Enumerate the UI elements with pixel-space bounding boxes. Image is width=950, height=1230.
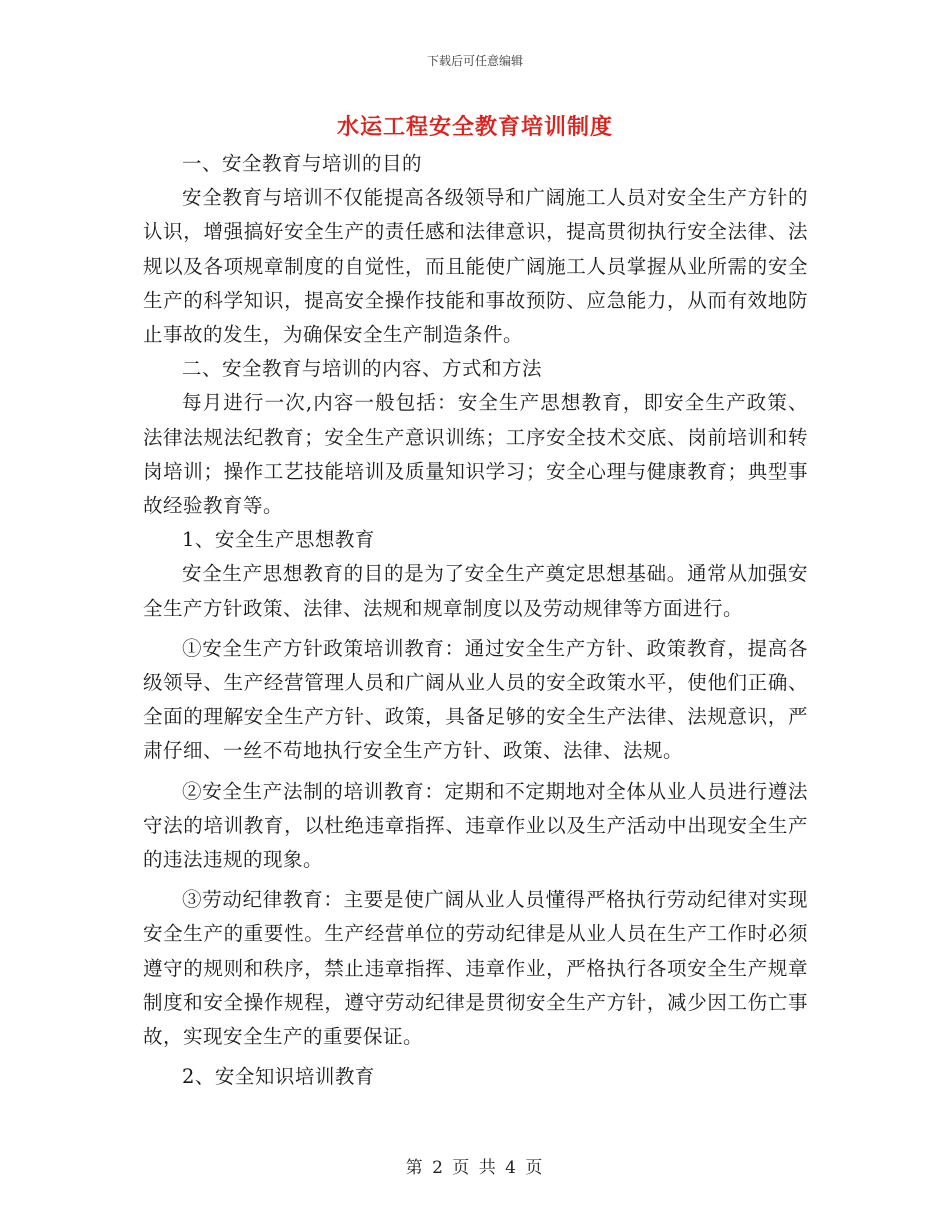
paragraph-monthly: 每月进行一次,内容一般包括：安全生产思想教育，即安全生产政策、法律法规法纪教育；安全生产意识训练；工序安全技术交底、岗前培训和转岗培训；操作工艺技能培训及质量知识学习；安全心理与健康教育；典型事故经验教育等。 bbox=[143, 391, 808, 518]
paragraph-policy-training: ①安全生产方针政策培训教育：通过安全生产方针、政策教育，提高各级领导、生产经营管理人员和广阔从业人员的安全政策水平，使他们正确、全面的理解安全生产方针、政策，具备足够的安全生产法律、法规意识，严肃仔细、一丝不苟地执行安全生产方针、政策、法律、法规。 bbox=[143, 636, 808, 763]
paragraph-purpose: 安全教育与培训不仅能提高各级领导和广阔施工人员对安全生产方针的认识，增强搞好安全生产的责任感和法律意识，提高贯彻执行安全法律、法规以及各项规章制度的自觉性，而且能使广阔施工人员掌握从业所需的安全生产的科学知识，提高安全操作技能和事故预防、应急能力，从而有效地防止事故的发生，为确保安全生产制造条件。 bbox=[143, 186, 808, 347]
document-body bbox=[143, 147, 808, 1094]
subsection-heading-ideology: 1、安全生产思想教育 bbox=[182, 528, 375, 552]
paragraph-ideology: 安全生产思想教育的目的是为了安全生产奠定思想基础。通常从加强安全生产方针政策、法律、法规和规章制度以及劳动规律等方面进行。 bbox=[143, 562, 808, 620]
section-heading-content: 二、安全教育与培训的内容、方式和方法 bbox=[182, 357, 543, 381]
paragraph-discipline: ③劳动纪律教育：主要是使广阔从业人员懂得严格执行劳动纪律对实现安全生产的重要性。生产经营单位的劳动纪律是从业人员在生产工作时必须遵守的规则和秩序，禁止违章指挥、违章作业，严格执行各项安全生产规章制度和安全操作规程，遵守劳动纪律是贯彻安全生产方针，减少因工伤亡事故，实现安全生产的重要保证。 bbox=[143, 888, 808, 1049]
document-title: 水运工程安全教育培训制度 bbox=[336, 114, 613, 140]
page-header-note: 下载后可任意编辑 bbox=[426, 54, 523, 68]
page-number: 第 2 页 共 4 页 bbox=[405, 1158, 545, 1178]
section-heading-purpose: 一、安全教育与培训的目的 bbox=[182, 152, 423, 175]
subsection-heading-knowledge: 2、安全知识培训教育 bbox=[182, 1065, 375, 1089]
paragraph-legal-training: ②安全生产法制的培训教育：定期和不定期地对全体从业人员进行遵法守法的培训教育，以杜绝违章指挥、违章作业以及生产活动中出现安全生产的违法违规的现象。 bbox=[143, 779, 808, 872]
